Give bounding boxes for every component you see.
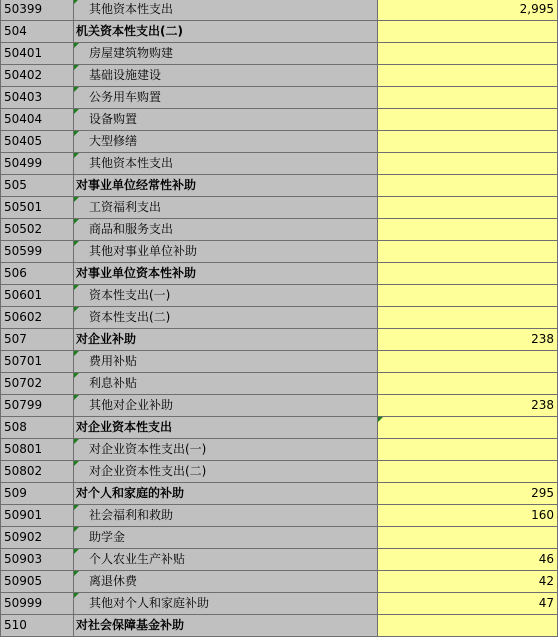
table-row xyxy=(1,505,558,527)
amount-cell[interactable] xyxy=(378,417,558,439)
table-row xyxy=(1,241,558,263)
account-code-cell[interactable]: 50599 xyxy=(1,241,74,263)
table-row xyxy=(1,549,558,571)
table-row xyxy=(1,175,558,197)
account-name-text: 社会福利和救助 xyxy=(89,508,174,522)
account-code-cell[interactable]: 50999 xyxy=(1,593,74,615)
account-code-cell[interactable]: 50905 xyxy=(1,571,74,593)
account-name-cell[interactable] xyxy=(74,615,378,637)
amount-cell[interactable] xyxy=(378,571,558,593)
account-code-cell[interactable]: 50901 xyxy=(1,505,74,527)
account-code-cell[interactable]: 50801 xyxy=(1,439,74,461)
amount-cell[interactable] xyxy=(378,153,558,175)
account-code-cell[interactable]: 506 xyxy=(1,263,74,285)
account-code-cell[interactable]: 50405 xyxy=(1,131,74,153)
comment-marker-icon xyxy=(74,461,79,466)
account-name-text: 商品和服务支出 xyxy=(89,222,174,236)
account-name-cell[interactable] xyxy=(74,43,378,65)
table-row xyxy=(1,395,558,417)
amount-cell[interactable] xyxy=(378,373,558,395)
amount-cell[interactable] xyxy=(378,285,558,307)
account-name-cell[interactable] xyxy=(74,21,378,43)
amount-cell[interactable] xyxy=(378,263,558,285)
account-name-text: 资本性支出(一) xyxy=(89,288,171,302)
account-name-cell[interactable] xyxy=(74,483,378,505)
table-row xyxy=(1,109,558,131)
account-code-cell[interactable]: 50602 xyxy=(1,307,74,329)
account-name-text: 设备购置 xyxy=(89,112,138,126)
table-row xyxy=(1,87,558,109)
account-code-cell[interactable]: 50403 xyxy=(1,87,74,109)
account-name-text: 对社会保障基金补助 xyxy=(76,618,185,632)
account-code-cell[interactable]: 50702 xyxy=(1,373,74,395)
table-row xyxy=(1,439,558,461)
comment-marker-icon xyxy=(74,307,79,312)
amount-cell[interactable] xyxy=(378,329,558,351)
comment-marker-icon xyxy=(74,0,79,4)
account-code-cell[interactable]: 50902 xyxy=(1,527,74,549)
table-row xyxy=(1,263,558,285)
amount-cell[interactable] xyxy=(378,549,558,571)
table-row xyxy=(1,593,558,615)
account-code-cell[interactable]: 50401 xyxy=(1,43,74,65)
table-row xyxy=(1,571,558,593)
account-name-text: 个人农业生产补贴 xyxy=(89,552,186,566)
account-name-cell[interactable] xyxy=(74,285,378,307)
amount-text: 47 xyxy=(538,596,554,610)
comment-marker-icon xyxy=(74,197,79,202)
amount-cell[interactable] xyxy=(378,109,558,131)
account-name-cell[interactable] xyxy=(74,505,378,527)
amount-cell[interactable] xyxy=(378,307,558,329)
account-code-cell[interactable]: 509 xyxy=(1,483,74,505)
account-name-text: 工资福利支出 xyxy=(89,200,162,214)
account-name-cell[interactable] xyxy=(74,197,378,219)
account-name-cell[interactable] xyxy=(74,109,378,131)
table-row xyxy=(1,197,558,219)
account-name-text: 离退休费 xyxy=(89,574,138,588)
account-name-cell[interactable] xyxy=(74,549,378,571)
account-name-cell[interactable] xyxy=(74,593,378,615)
account-code-cell[interactable]: 504 xyxy=(1,21,74,43)
amount-cell[interactable] xyxy=(378,43,558,65)
account-name-text: 费用补贴 xyxy=(89,354,138,368)
comment-marker-icon xyxy=(74,593,79,598)
account-name-cell[interactable] xyxy=(74,241,378,263)
account-name-text: 对事业单位资本性补助 xyxy=(76,266,197,280)
spreadsheet-body xyxy=(1,0,558,637)
amount-cell[interactable] xyxy=(378,395,558,417)
amount-cell[interactable] xyxy=(378,65,558,87)
account-name-cell[interactable] xyxy=(74,263,378,285)
account-name-text: 利息补贴 xyxy=(89,376,138,390)
account-code-cell[interactable]: 50404 xyxy=(1,109,74,131)
amount-cell[interactable] xyxy=(378,439,558,461)
account-name-cell[interactable] xyxy=(74,351,378,373)
table-row xyxy=(1,373,558,395)
account-name-text: 对企业资本性支出(一) xyxy=(89,442,207,456)
amount-cell[interactable] xyxy=(378,505,558,527)
comment-marker-icon xyxy=(74,241,79,246)
account-code-cell[interactable]: 50701 xyxy=(1,351,74,373)
amount-text: 42 xyxy=(538,574,554,588)
amount-cell[interactable] xyxy=(378,527,558,549)
account-name-text: 其他对企业补助 xyxy=(89,398,174,412)
account-code-cell[interactable]: 50903 xyxy=(1,549,74,571)
account-name-text: 其他对个人和家庭补助 xyxy=(89,596,210,610)
amount-cell[interactable] xyxy=(378,0,558,21)
account-name-text: 资本性支出(二) xyxy=(89,310,171,324)
amount-cell[interactable] xyxy=(378,615,558,637)
amount-cell[interactable] xyxy=(378,131,558,153)
amount-text: 295 xyxy=(531,486,554,500)
account-code-cell[interactable]: 50402 xyxy=(1,65,74,87)
amount-cell[interactable] xyxy=(378,21,558,43)
account-code-cell[interactable]: 50502 xyxy=(1,219,74,241)
account-name-text: 对企业资本性支出 xyxy=(76,420,173,434)
account-name-cell[interactable] xyxy=(74,87,378,109)
account-name-cell[interactable] xyxy=(74,395,378,417)
amount-text: 238 xyxy=(531,398,554,412)
amount-cell[interactable] xyxy=(378,593,558,615)
account-name-cell[interactable] xyxy=(74,373,378,395)
account-name-text: 助学金 xyxy=(89,530,126,544)
account-name-text: 其他资本性支出 xyxy=(89,156,174,170)
comment-marker-icon xyxy=(74,131,79,136)
account-code-cell[interactable]: 50399 xyxy=(1,0,74,21)
account-name-text: 其他对事业单位补助 xyxy=(89,244,198,258)
comment-marker-icon xyxy=(74,65,79,70)
table-row xyxy=(1,329,558,351)
comment-marker-icon xyxy=(378,417,383,422)
account-name-cell[interactable] xyxy=(74,329,378,351)
comment-marker-icon xyxy=(74,219,79,224)
table-row xyxy=(1,615,558,637)
account-name-cell[interactable] xyxy=(74,131,378,153)
amount-cell[interactable] xyxy=(378,219,558,241)
comment-marker-icon xyxy=(74,505,79,510)
amount-cell[interactable] xyxy=(378,87,558,109)
account-name-cell[interactable] xyxy=(74,65,378,87)
table-row xyxy=(1,131,558,153)
account-name-cell[interactable] xyxy=(74,153,378,175)
table-row xyxy=(1,219,558,241)
amount-cell[interactable] xyxy=(378,197,558,219)
table-row xyxy=(1,461,558,483)
account-name-text: 基础设施建设 xyxy=(89,68,162,82)
table-row xyxy=(1,351,558,373)
comment-marker-icon xyxy=(74,87,79,92)
account-code-cell[interactable]: 50501 xyxy=(1,197,74,219)
table-row xyxy=(1,0,558,21)
table-row xyxy=(1,285,558,307)
comment-marker-icon xyxy=(74,285,79,290)
comment-marker-icon xyxy=(74,439,79,444)
account-name-text: 其他资本性支出 xyxy=(89,2,174,16)
account-name-cell[interactable] xyxy=(74,461,378,483)
comment-marker-icon xyxy=(74,373,79,378)
table-row xyxy=(1,417,558,439)
table-row xyxy=(1,153,558,175)
account-name-text: 对企业资本性支出(二) xyxy=(89,464,207,478)
amount-text: 2,995 xyxy=(519,2,554,16)
amount-cell[interactable] xyxy=(378,175,558,197)
account-name-text: 大型修缮 xyxy=(89,134,138,148)
comment-marker-icon xyxy=(74,395,79,400)
amount-cell[interactable] xyxy=(378,461,558,483)
table-row xyxy=(1,65,558,87)
table-row xyxy=(1,307,558,329)
account-name-cell[interactable] xyxy=(74,219,378,241)
comment-marker-icon xyxy=(74,571,79,576)
account-name-text: 房屋建筑物购建 xyxy=(89,46,174,60)
account-code-cell[interactable]: 505 xyxy=(1,175,74,197)
comment-marker-icon xyxy=(74,109,79,114)
amount-cell[interactable] xyxy=(378,351,558,373)
account-code-cell[interactable]: 50601 xyxy=(1,285,74,307)
comment-marker-icon xyxy=(74,43,79,48)
account-name-text: 公务用车购置 xyxy=(89,90,162,104)
table-row xyxy=(1,527,558,549)
amount-text: 238 xyxy=(531,332,554,346)
comment-marker-icon xyxy=(74,527,79,532)
amount-text: 46 xyxy=(538,552,554,566)
account-name-text: 对个人和家庭的补助 xyxy=(76,486,185,500)
account-name-cell[interactable] xyxy=(74,417,378,439)
account-code-cell[interactable]: 50799 xyxy=(1,395,74,417)
account-name-cell[interactable] xyxy=(74,571,378,593)
table-row xyxy=(1,21,558,43)
table-row xyxy=(1,43,558,65)
table-row xyxy=(1,483,558,505)
comment-marker-icon xyxy=(74,351,79,356)
account-name-text: 对企业补助 xyxy=(76,332,137,346)
comment-marker-icon xyxy=(74,153,79,158)
account-code-cell[interactable]: 507 xyxy=(1,329,74,351)
amount-cell[interactable] xyxy=(378,483,558,505)
account-name-cell[interactable] xyxy=(74,527,378,549)
account-name-cell[interactable] xyxy=(74,175,378,197)
comment-marker-icon xyxy=(74,549,79,554)
account-code-cell[interactable]: 50499 xyxy=(1,153,74,175)
account-code-cell[interactable]: 508 xyxy=(1,417,74,439)
account-name-cell[interactable] xyxy=(74,307,378,329)
amount-cell[interactable] xyxy=(378,241,558,263)
account-code-cell[interactable]: 50802 xyxy=(1,461,74,483)
account-name-cell[interactable] xyxy=(74,439,378,461)
account-name-cell[interactable] xyxy=(74,0,378,21)
account-name-text: 机关资本性支出(二) xyxy=(76,24,183,38)
account-code-cell[interactable]: 510 xyxy=(1,615,74,637)
amount-text: 160 xyxy=(531,508,554,522)
account-name-text: 对事业单位经常性补助 xyxy=(76,178,197,192)
